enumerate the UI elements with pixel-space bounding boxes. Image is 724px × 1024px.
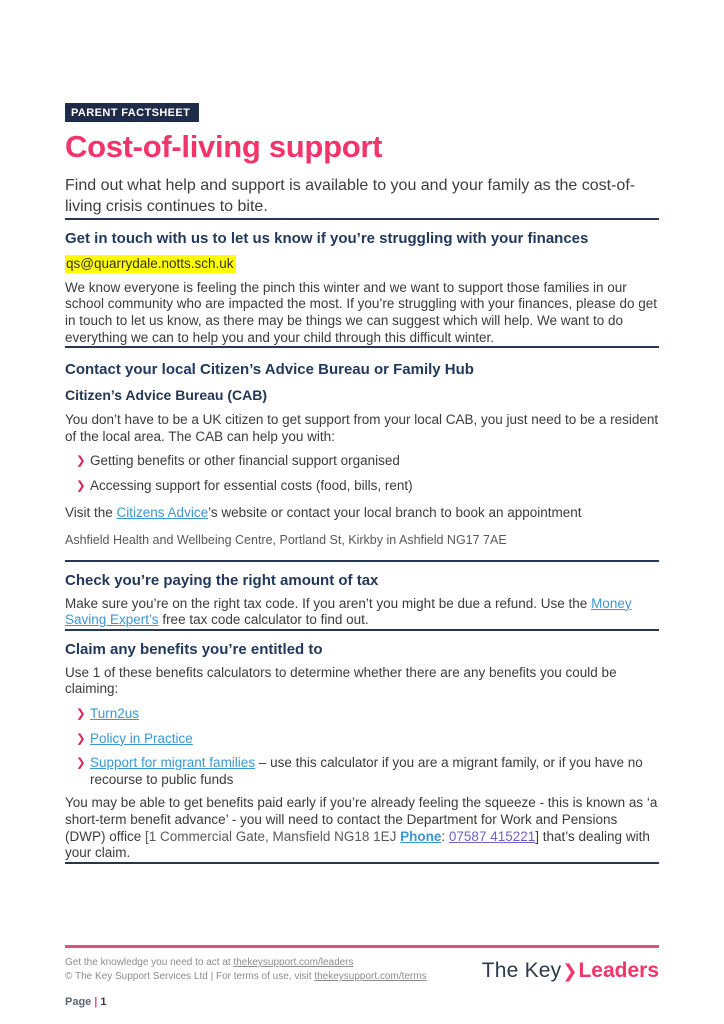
page-number-divider: | [94,996,98,1008]
citizens-advice-link[interactable]: Citizens Advice [116,504,209,520]
page-number-value: 1 [100,996,107,1008]
page-label: Page [65,996,92,1008]
footer-terms-link[interactable]: thekeysupport.com/terms [314,971,427,982]
bullet-text: – use this calculator if you are a migrant family, or if you have no recourse to public funds [90,755,643,787]
visit-line [65,505,659,520]
paragraph-tax [65,596,659,629]
phone-link[interactable]: Phone [400,828,442,844]
email-line [65,255,659,273]
bullet-text: Accessing support for essential costs (food, bills, rent) [90,478,413,494]
paragraph-benefit-advance [65,795,659,861]
tax-text-prefix: Make sure you’re on the right tax code. If you aren’t you might be due a refund. Use the [65,595,592,611]
section-divider [65,218,659,220]
section-divider [65,560,659,562]
dwp-office-address: [1 Commercial Gate, Mansfield NG18 1EJ [145,828,401,844]
intro-text: Find out what help and support is available to you and your family as the cost-of-living crisis continues to bite. [65,177,636,216]
tax-text-suffix: free tax code calculator to find out. [158,612,369,628]
phone-number-link[interactable]: 07587 415221 [448,828,536,844]
chevron-bullet-icon: ❯ [76,480,86,493]
highlighted-email: qs@quarrydale.notts.sch.uk [66,255,234,271]
chevron-bullet-icon: ❯ [76,732,86,745]
chevron-bullet-icon: ❯ [76,757,86,770]
turn2us-link[interactable]: Turn2us [90,706,140,721]
bullet-item [76,706,659,723]
footer-text-block [65,956,427,984]
logo-wordmark: The Key [481,959,562,982]
paragraph-cab: You don’t have to be a UK citizen to get support from your local CAB, you just need to be a resident of the local area. The CAB can help you with: [65,412,659,444]
logo-product-name: Leaders [578,959,659,982]
money-saving-expert-link[interactable]: Money Saving Expert’s [65,595,632,628]
section-heading-tax: Check you’re paying the right amount of tax [65,571,379,589]
footer-tagline [65,956,427,970]
cab-address: Ashfield Health and Wellbeing Centre, Portland St, Kirkby in Ashfield NG17 7AE [65,533,507,548]
benefits-bullet-list [65,706,659,788]
visit-suffix: ’s website or contact your local branch to book an appointment [208,504,582,520]
footer-terms-text: © The Key Support Services Ltd | For terms of use, visit [65,971,315,982]
factsheet-badge: PARENT FACTSHEET [65,103,199,122]
subheading-cab: Citizen’s Advice Bureau (CAB) [65,387,267,404]
paragraph-get-in-touch: We know everyone is feeling the pinch this winter and we want to support those families in our school community who are impacted the most. If you’re struggling with your finances, please do get in touch to let us know, as there may be things we can suggest which will help. We want to do everything we can to help you and your child through this difficult winter. [65,279,658,345]
page-number [65,996,659,1008]
visit-prefix: Visit the [65,504,117,520]
section-heading-benefits: Claim any benefits you’re entitled to [65,640,323,658]
advance-text: You may be able to get benefits paid early if you’re already feeling the squeeze - this is known as ‘a short-term benefit advance’ - you will need to contact the Department for Work and Pensions (DWP) office [65,795,658,844]
bullet-item [76,731,659,748]
section-divider [65,346,659,348]
footer-leaders-link[interactable]: thekeysupport.com/leaders [233,957,354,968]
chevron-bullet-icon: ❯ [76,708,86,720]
section-heading-get-in-touch: Get in touch with us to let us know if you’re struggling with your finances [65,229,589,247]
page-title: Cost-of-living support [65,129,383,164]
footer-tagline-text: Get the knowledge you need to act at [65,957,234,968]
the-key-leaders-logo [482,959,659,983]
bullet-text: Getting benefits or other financial support organised [90,453,400,469]
chevron-bullet-icon: ❯ [76,455,86,468]
bullet-item [76,453,659,470]
key-logo-chevron-icon: ❯ [562,961,578,981]
advance-text-end: ] that’s dealing with your claim. [65,828,650,861]
page-footer [65,945,659,1008]
section-divider [65,629,659,631]
bullet-item [76,478,659,495]
section-divider [65,862,659,864]
bullet-item [76,755,659,788]
paragraph-benefits: Use 1 of these benefits calculators to determine whether there are any benefits you could be claiming: [65,664,617,697]
section-heading-cab: Contact your local Citizen’s Advice Bureau or Family Hub [65,361,474,379]
support-migrant-families-link[interactable]: Support for migrant families [90,755,256,771]
footer-terms [65,970,427,984]
advance-separator: : [441,828,449,844]
cab-bullet-list [65,453,659,494]
policy-in-practice-link[interactable]: Policy in Practice [90,730,193,746]
